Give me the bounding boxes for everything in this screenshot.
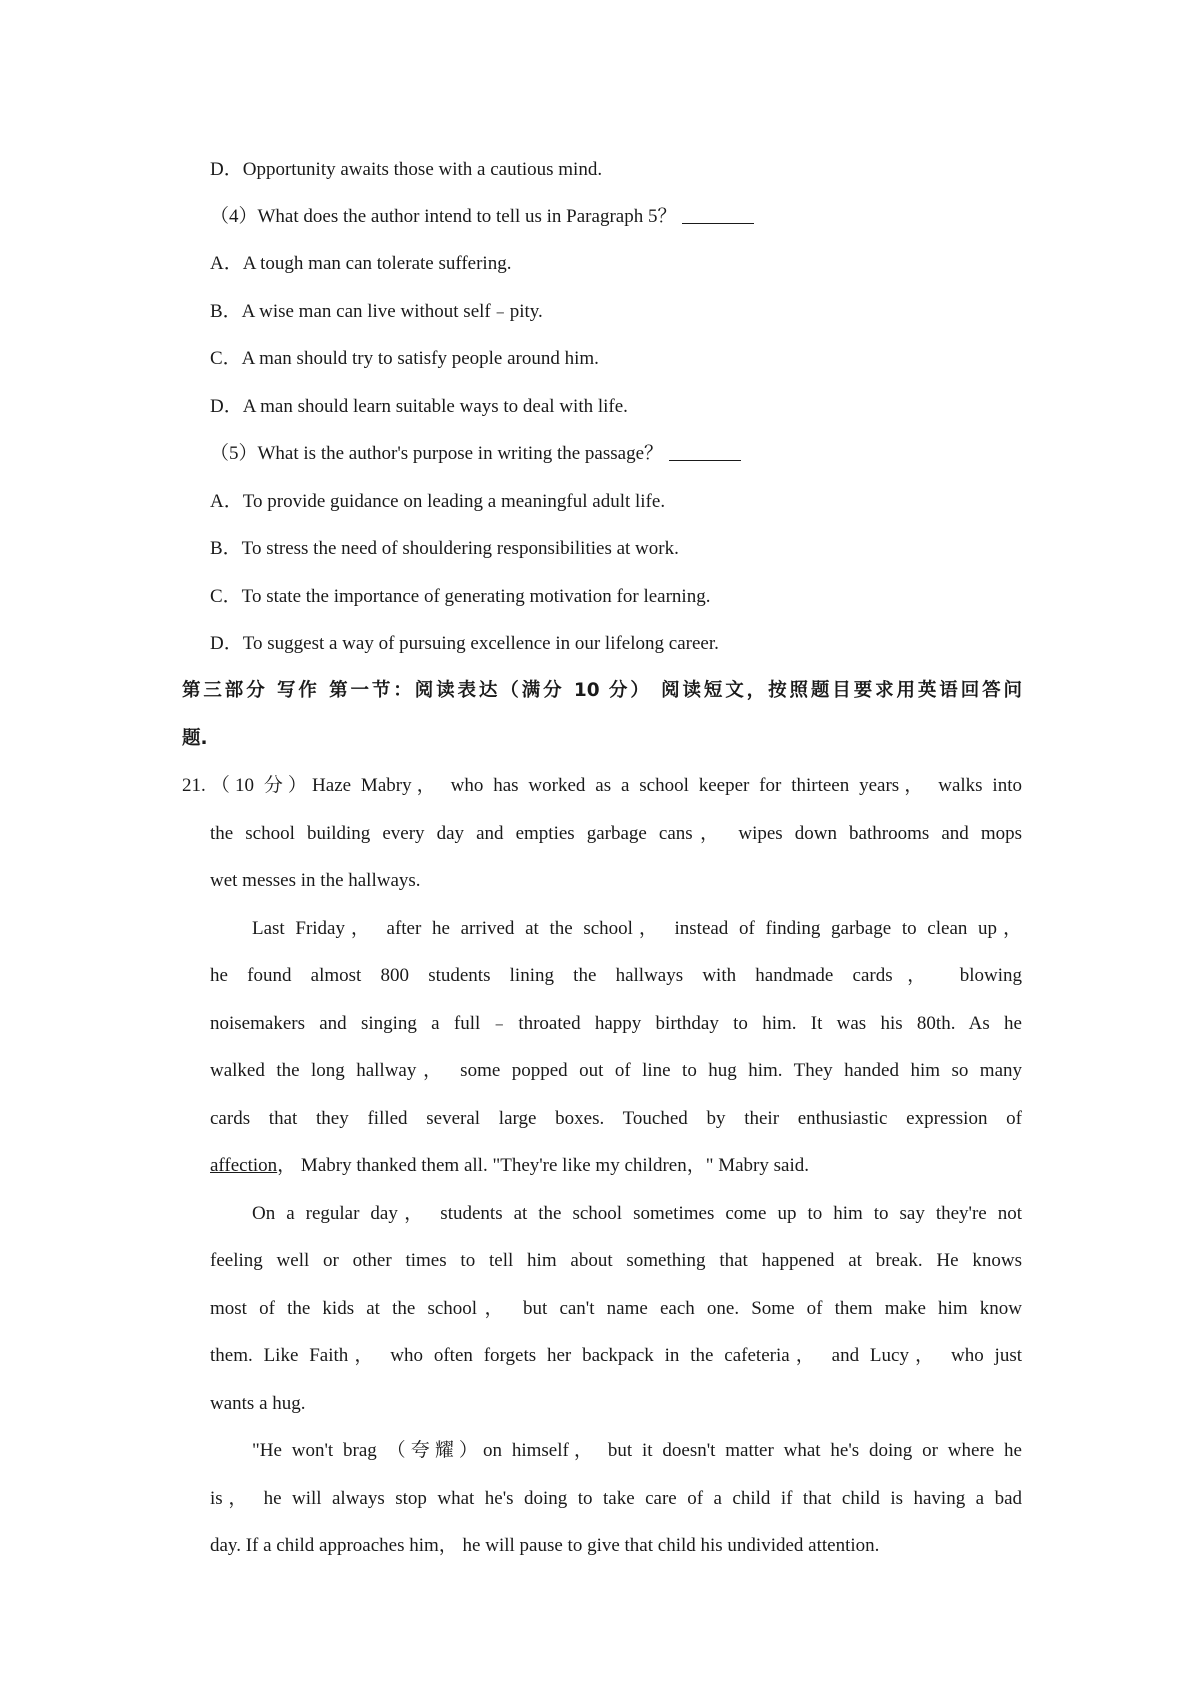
q21-p2-line6	[210, 1153, 1022, 1179]
section-heading-cont: 题.	[182, 728, 208, 749]
q4-stem-text: （4）What does the author intend to tell us in Paragraph 5？	[210, 206, 677, 227]
q21-p3-line1: On a regular day， students at the school sometimes come up to him to say they're not	[252, 1203, 1022, 1224]
q21-p2-line1: Last Friday， after he arrived at the school， instead of finding garbage to clean up，	[252, 918, 1022, 939]
q5-stem	[210, 441, 741, 467]
q21-p3-line4: them. Like Faith， who often forgets her backpack in the cafeteria， and Lucy， who just	[210, 1345, 1022, 1366]
q21-p3-line3: most of the kids at the school， but can't name each one. Some of them make him know	[210, 1298, 1022, 1319]
q21-p4-line1: "He won't brag （夸耀）on himself， but it doesn't matter what he's doing or where he	[252, 1440, 1022, 1461]
q21-p1-line1: 21.（10 分）Haze Mabry， who has worked as a school keeper for thirteen years， walks into	[182, 775, 1022, 796]
q3-option-d: D．Opportunity awaits those with a cautious mind.	[210, 159, 603, 180]
q4-stem	[210, 204, 754, 230]
q21-p2-line5: cards that they filled several large boxes. Touched by their enthusiastic expression of	[210, 1108, 1022, 1129]
q5-stem-text: （5）What is the author's purpose in writing the passage？	[210, 443, 664, 464]
q21-p2-line6-rest: ， Mabry thanked them all. "They're like my children，" Mabry said.	[277, 1155, 809, 1176]
q21-p4-line3: day. If a child approaches him， he will pause to give that child his undivided attention.	[210, 1535, 880, 1556]
q21-p1-line3: wet messes in the hallways.	[210, 870, 421, 891]
q21-p2-line3: noisemakers and singing a full﹣throated happy birthday to him. It was his 80th. As he	[210, 1013, 1022, 1034]
q5-option-d: D．To suggest a way of pursuing excellence in our lifelong career.	[210, 633, 719, 654]
q5-option-c: C．To state the importance of generating motivation for learning.	[210, 586, 711, 607]
q21-p3-line5: wants a hug.	[210, 1393, 306, 1414]
section-heading: 第三部分 写作 第一节：阅读表达（满分 10 分） 阅读短文，按照题目要求用英语回答问	[182, 680, 1022, 701]
q4-answer-blank	[682, 205, 754, 224]
underlined-word-affection: affection	[210, 1155, 278, 1176]
q5-option-a: A．To provide guidance on leading a meaningful adult life.	[210, 491, 666, 512]
q5-answer-blank	[669, 442, 741, 461]
q21-p3-line2: feeling well or other times to tell him about something that happened at break. He knows	[210, 1250, 1022, 1271]
q21-p2-line2: he found almost 800 students lining the hallways with handmade cards， blowing	[210, 965, 1022, 986]
q21-p1-line2: the school building every day and empties garbage cans， wipes down bathrooms and mops	[210, 823, 1022, 844]
q21-p2-line4: walked the long hallway， some popped out of line to hug him. They handed him so many	[210, 1060, 1022, 1081]
q4-option-c: C．A man should try to satisfy people around him.	[210, 348, 599, 369]
q4-option-a: A．A tough man can tolerate suffering.	[210, 253, 512, 274]
q5-option-b: B．To stress the need of shouldering responsibilities at work.	[210, 538, 679, 559]
q4-option-b: B．A wise man can live without self﹣pity.	[210, 301, 543, 322]
q4-option-d: D．A man should learn suitable ways to deal with life.	[210, 396, 628, 417]
q21-p4-line2: is， he will always stop what he's doing to take care of a child if that child is having a bad	[210, 1488, 1022, 1509]
